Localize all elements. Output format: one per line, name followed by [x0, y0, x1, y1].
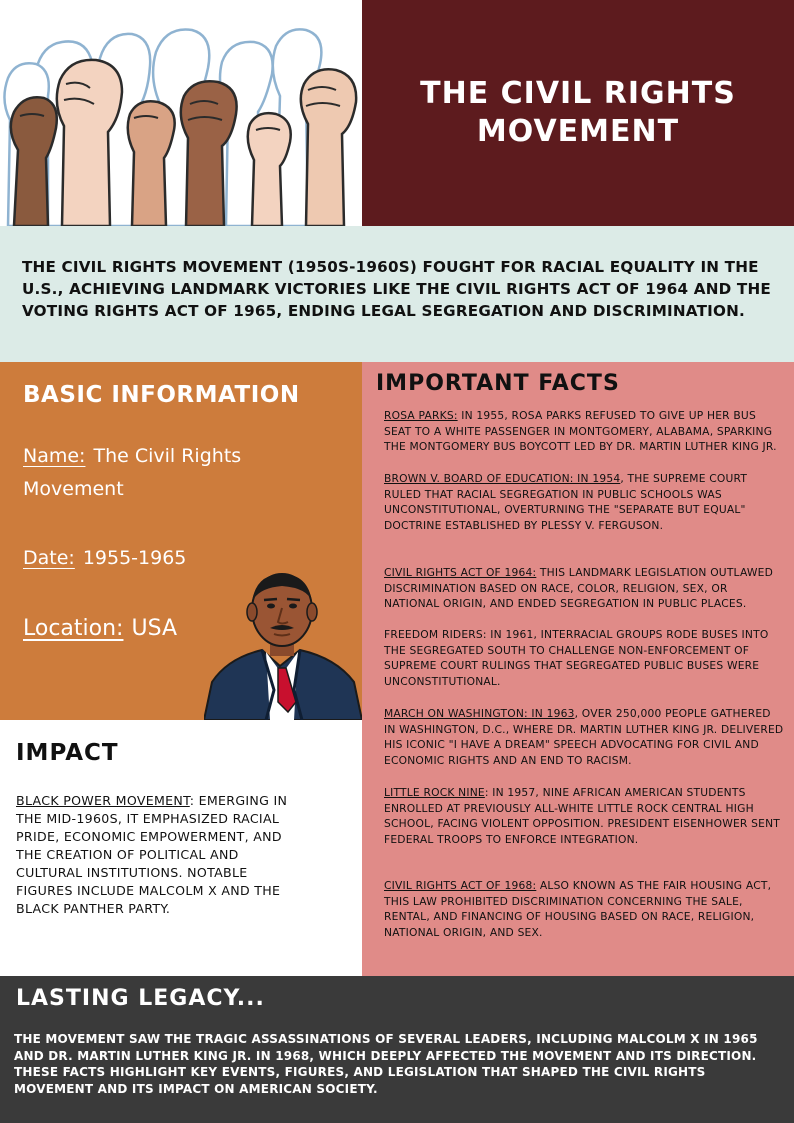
fact-item [384, 706, 784, 768]
fact-text: FREEDOM RIDERS: IN 1961, INTERRACIAL GROUPS RODE BUSES INTO THE SEGREGATED SOUTH TO CHALLENGE NON-ENFORCEMENT OF SUPREME COURT RULINGS THAT SEGREGATED PUBLIC BUSES WERE UNCONSTITUTIONAL. [384, 628, 769, 688]
fact-text: , THE SUPREME COURT RULED THAT RACIAL SEGREGATION IN PUBLIC SCHOOLS WAS UNCONSTITUTIONAL, OVERTURNING THE "SEPARATE BUT EQUAL" DOCTRINE ESTABLISHED BY PLESSY V. FERGUSON. [384, 472, 748, 532]
impact-body: : EMERGING IN THE MID-1960S, IT EMPHASIZED RACIAL PRIDE, ECONOMIC EMPOWERMENT, AND THE CREATION OF POLITICAL AND CULTURAL INSTITUTIONS. NOTABLE FIGURES INCLUDE MALCOLM X AND THE BLACK PANTHER PARTY. [16, 793, 288, 916]
fact-text: THIS LANDMARK LEGISLATION OUTLAWED DISCRIMINATION BASED ON RACE, COLOR, RELIGION, SEX, OR NATIONAL ORIGIN, AND ENDED SEGREGATION IN PUBLIC PLACES. [384, 566, 774, 611]
location-label: Location: [23, 616, 124, 641]
fact-text: , OVER 250,000 PEOPLE GATHERED IN WASHINGTON, D.C., WHERE DR. MARTIN LUTHER KING JR. DELIVERED HIS ICONIC "I HAVE A DREAM" SPEECH ADVOCATING FOR CIVIL AND ECONOMIC RIGHTS AND AN END TO RACISM. [384, 707, 784, 767]
fact-term: MARCH ON WASHINGTON: IN 1963 [384, 707, 575, 720]
important-facts-section [362, 362, 794, 976]
fact-item [384, 408, 784, 455]
impact-section [0, 720, 362, 976]
fact-term: ROSA PARKS: [384, 409, 458, 422]
impact-term: BLACK POWER MOVEMENT [16, 793, 190, 808]
fact-item [384, 471, 784, 533]
name-label: Name: [23, 445, 86, 467]
page-title: THE CIVIL RIGHTS MOVEMENT [420, 76, 736, 149]
name-row [23, 440, 313, 506]
lasting-legacy-heading: LASTING LEGACY... [16, 986, 265, 1011]
fact-term: BROWN V. BOARD OF EDUCATION: IN 1954 [384, 472, 621, 485]
raised-fists-icon [0, 0, 362, 226]
fact-item [384, 627, 784, 689]
name-value: The Civil Rights Movement [23, 445, 242, 500]
impact-heading: IMPACT [16, 740, 119, 766]
basic-information-heading: BASIC INFORMATION [23, 382, 300, 408]
lasting-legacy-section [0, 976, 794, 1123]
fact-item [384, 785, 784, 847]
fact-item [384, 878, 784, 940]
fact-term: CIVIL RIGHTS ACT OF 1964: [384, 566, 537, 579]
intro-text: THE CIVIL RIGHTS MOVEMENT (1950S-1960S) FOUGHT FOR RACIAL EQUALITY IN THE U.S., ACHIEVING LANDMARK VICTORIES LIKE THE CIVIL RIGHTS ACT OF 1964 AND THE VOTING RIGHTS ACT OF 1965, ENDING LEGAL SEGREGATION AND DISCRIMINATION. [22, 258, 771, 320]
fact-text: : IN 1957, NINE AFRICAN AMERICAN STUDENTS ENROLLED AT PREVIOUSLY ALL-WHITE LITTLE ROCK CENTRAL HIGH SCHOOL, FACING VIOLENT OPPOSITION. PRESIDENT EISENHOWER SENT FEDERAL TROOPS TO ENFORCE INTEGRATION. [384, 786, 781, 846]
title-banner [362, 0, 794, 226]
fact-term: CIVIL RIGHTS ACT OF 1968: [384, 879, 537, 892]
basic-information-section [0, 362, 362, 720]
date-value: 1955-1965 [82, 547, 187, 569]
date-label: Date: [23, 547, 75, 569]
fact-text: ALSO KNOWN AS THE FAIR HOUSING ACT, THIS LAW PROHIBITED DISCRIMINATION CONCERNING THE SALE, RENTAL, AND FINANCING OF HOUSING BASED ON RACE, RELIGION, NATIONAL ORIGIN, AND SEX. [384, 879, 772, 939]
intro-section [0, 226, 794, 362]
date-row [23, 542, 186, 575]
lasting-legacy-text: THE MOVEMENT SAW THE TRAGIC ASSASSINATIONS OF SEVERAL LEADERS, INCLUDING MALCOLM X IN 1965 AND DR. MARTIN LUTHER KING JR. IN 1968, WHICH DEEPLY AFFECTED THE MOVEMENT AND ITS DIRECTION. THESE FACTS HIGHLIGHT KEY EVENTS, FIGURES, AND LEGISLATION THAT SHAPED THE CIVIL RIGHTS MOVEMENT AND ITS IMPACT ON AMERICAN SOCIETY. [14, 1032, 758, 1096]
location-row [23, 612, 177, 645]
mlk-portrait-icon [204, 570, 362, 720]
location-value: USA [131, 616, 177, 641]
fact-term: LITTLE ROCK NINE [384, 786, 485, 799]
raised-fists-illustration [0, 0, 362, 226]
important-facts-heading: IMPORTANT FACTS [376, 371, 620, 396]
impact-text [16, 792, 306, 918]
fact-item [384, 565, 784, 612]
fact-text: IN 1955, ROSA PARKS REFUSED TO GIVE UP HER BUS SEAT TO A WHITE PASSENGER IN MONTGOMERY, ALABAMA, SPARKING THE MONTGOMERY BUS BOYCOTT LED BY DR. MARTIN LUTHER KING JR. [384, 409, 777, 454]
